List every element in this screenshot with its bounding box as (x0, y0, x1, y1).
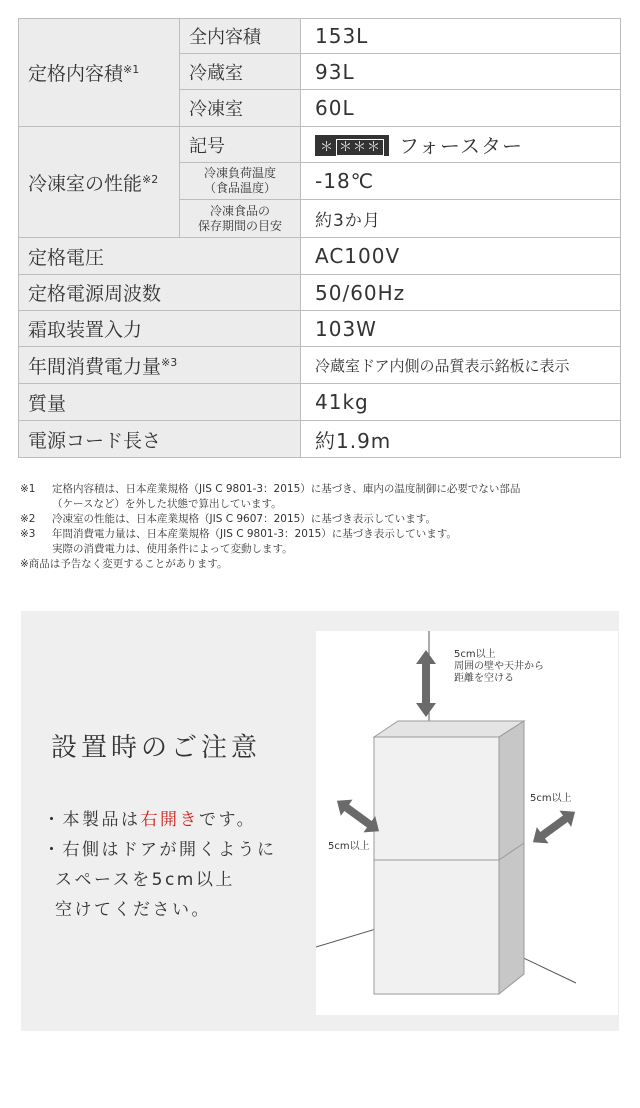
footnote-mark (20, 497, 52, 512)
four-star-mark-icon (315, 135, 389, 156)
rank-mark-star: ＊ (320, 140, 335, 155)
spec-row-defrost-input (19, 311, 621, 347)
annual-power-label-cell (19, 347, 301, 384)
top-clearance-line2: 周囲の壁や天井から (454, 661, 544, 672)
freezer-value-temperature: -18℃ (301, 163, 621, 200)
footnote-mark: ※1 (20, 483, 36, 495)
caution-highlight-right-open: 右開き (140, 810, 199, 830)
footnote-2 (20, 512, 625, 527)
caution-bullet-1-post: です。 (199, 810, 257, 830)
spec-row-voltage (19, 238, 621, 275)
footnote-mark: ※2 (20, 513, 36, 525)
voltage-label: 定格電圧 (19, 238, 301, 275)
footnote-text: 定格内容積は、日本産業規格（JIS C 9801-3：2015）に基づき、庫内の温度制御に必要でない部品 (52, 483, 521, 495)
caution-bullet-1 (43, 805, 256, 830)
freezer-sub-storage (180, 200, 301, 238)
footnote-1 (20, 482, 625, 497)
caution-bullet-1-pre: ・本製品は (43, 810, 141, 830)
freezer-sub-temperature-line2: （食品温度） (203, 181, 276, 195)
defrost-input-label: 霜取装置入力 (19, 311, 301, 347)
spec-row-cord-length (19, 421, 621, 458)
footnote-mark (20, 542, 52, 557)
defrost-input-value: 103W (301, 311, 621, 347)
capacity-label-cell (19, 19, 180, 127)
freezer-value-symbol: フォースター (399, 134, 524, 158)
right-clearance-label: 5cm以上 (530, 793, 572, 804)
footnote-disclaimer (20, 557, 625, 572)
cord-length-label: 電源コード長さ (19, 421, 301, 458)
freezer-performance-label-cell (19, 127, 180, 238)
top-clearance-arrow-icon (416, 650, 436, 717)
caution-bullet-2: ・右側はドアが開くように (43, 840, 277, 860)
right-clearance-arrow-icon (527, 804, 581, 851)
capacity-value-fridge: 93L (301, 54, 621, 90)
footnote-3 (20, 527, 625, 542)
top-clearance-line3: 距離を空ける (454, 673, 514, 684)
capacity-sub-total: 全内容積 (180, 19, 301, 54)
installation-diagram (316, 631, 618, 1015)
caution-title: 設置時のご注意 (51, 733, 262, 763)
freezer-sub-temperature-line1: 冷凍負荷温度 (203, 166, 276, 180)
top-clearance-line1: 5cm以上 (454, 649, 496, 660)
annual-power-note-mark: ※3 (161, 355, 178, 369)
footnote-text: 実際の消費電力は、使用条件によって変動します。 (52, 543, 293, 555)
footnote-text: ※商品は予告なく変更することがあります。 (20, 558, 228, 570)
frequency-value: 50/60Hz (301, 275, 621, 311)
capacity-value-total: 153L (301, 19, 621, 54)
installation-caution-panel (21, 611, 619, 1031)
voltage-value: AC100V (301, 238, 621, 275)
spec-row-frequency (19, 275, 621, 311)
capacity-note-mark: ※1 (123, 63, 140, 76)
footnote-3-continued (20, 542, 625, 557)
freezer-value-symbol-cell (301, 127, 621, 163)
freezer-sub-storage-line1: 冷凍食品の (209, 203, 270, 218)
capacity-label: 定格内容積 (28, 63, 124, 85)
capacity-sub-freezer: 冷凍室 (180, 90, 301, 127)
footnote-1-continued (20, 497, 625, 512)
caution-bullet-2-line3: 空けてください。 (55, 900, 211, 920)
spec-table (18, 18, 621, 458)
weight-label: 質量 (19, 384, 301, 421)
footnote-mark: ※3 (20, 528, 36, 540)
frequency-label: 定格電源周波数 (19, 275, 301, 311)
top-clearance-label (454, 649, 544, 685)
freezer-sub-temperature (180, 163, 301, 200)
left-clearance-label: 5cm以上 (328, 841, 370, 852)
footnote-text: （ケースなど）を外した状態で算出しています。 (52, 498, 282, 510)
freezer-performance-label: 冷凍室の性能 (28, 172, 143, 195)
installation-diagram-svg (316, 631, 618, 1015)
footnote-text: 年間消費電力量は、日本産業規格（JIS C 9801-3：2015）に基づき表示しています。 (52, 528, 457, 540)
annual-power-value: 冷蔵室ドア内側の品質表示銘板に表示 (301, 347, 621, 384)
rank-mark-stars: ＊＊＊ (336, 139, 384, 156)
capacity-sub-fridge: 冷蔵室 (180, 54, 301, 90)
freezer-sub-storage-line2: 保存期間の目安 (197, 218, 282, 233)
freezer-value-storage: 約3か月 (301, 200, 621, 238)
cord-length-value: 約1.9m (301, 421, 621, 458)
fridge-front-face (374, 737, 499, 994)
caution-bullet-2-line2: スペースを5cm以上 (55, 870, 235, 890)
spec-row-freezer-symbol (19, 127, 621, 163)
freezer-performance-note-mark: ※2 (142, 172, 159, 186)
fridge-top-face (374, 721, 524, 737)
spec-row-annual-power (19, 347, 621, 384)
freezer-sub-symbol: 記号 (180, 127, 301, 163)
spec-row-weight (19, 384, 621, 421)
capacity-value-freezer: 60L (301, 90, 621, 127)
footnote-text: 冷凍室の性能は、日本産業規格（JIS C 9607：2015）に基づき表示しています。 (52, 513, 436, 525)
annual-power-label: 年間消費電力量 (28, 355, 162, 378)
spec-row-total-capacity (19, 19, 621, 54)
footnotes (20, 482, 625, 572)
weight-value: 41kg (301, 384, 621, 421)
